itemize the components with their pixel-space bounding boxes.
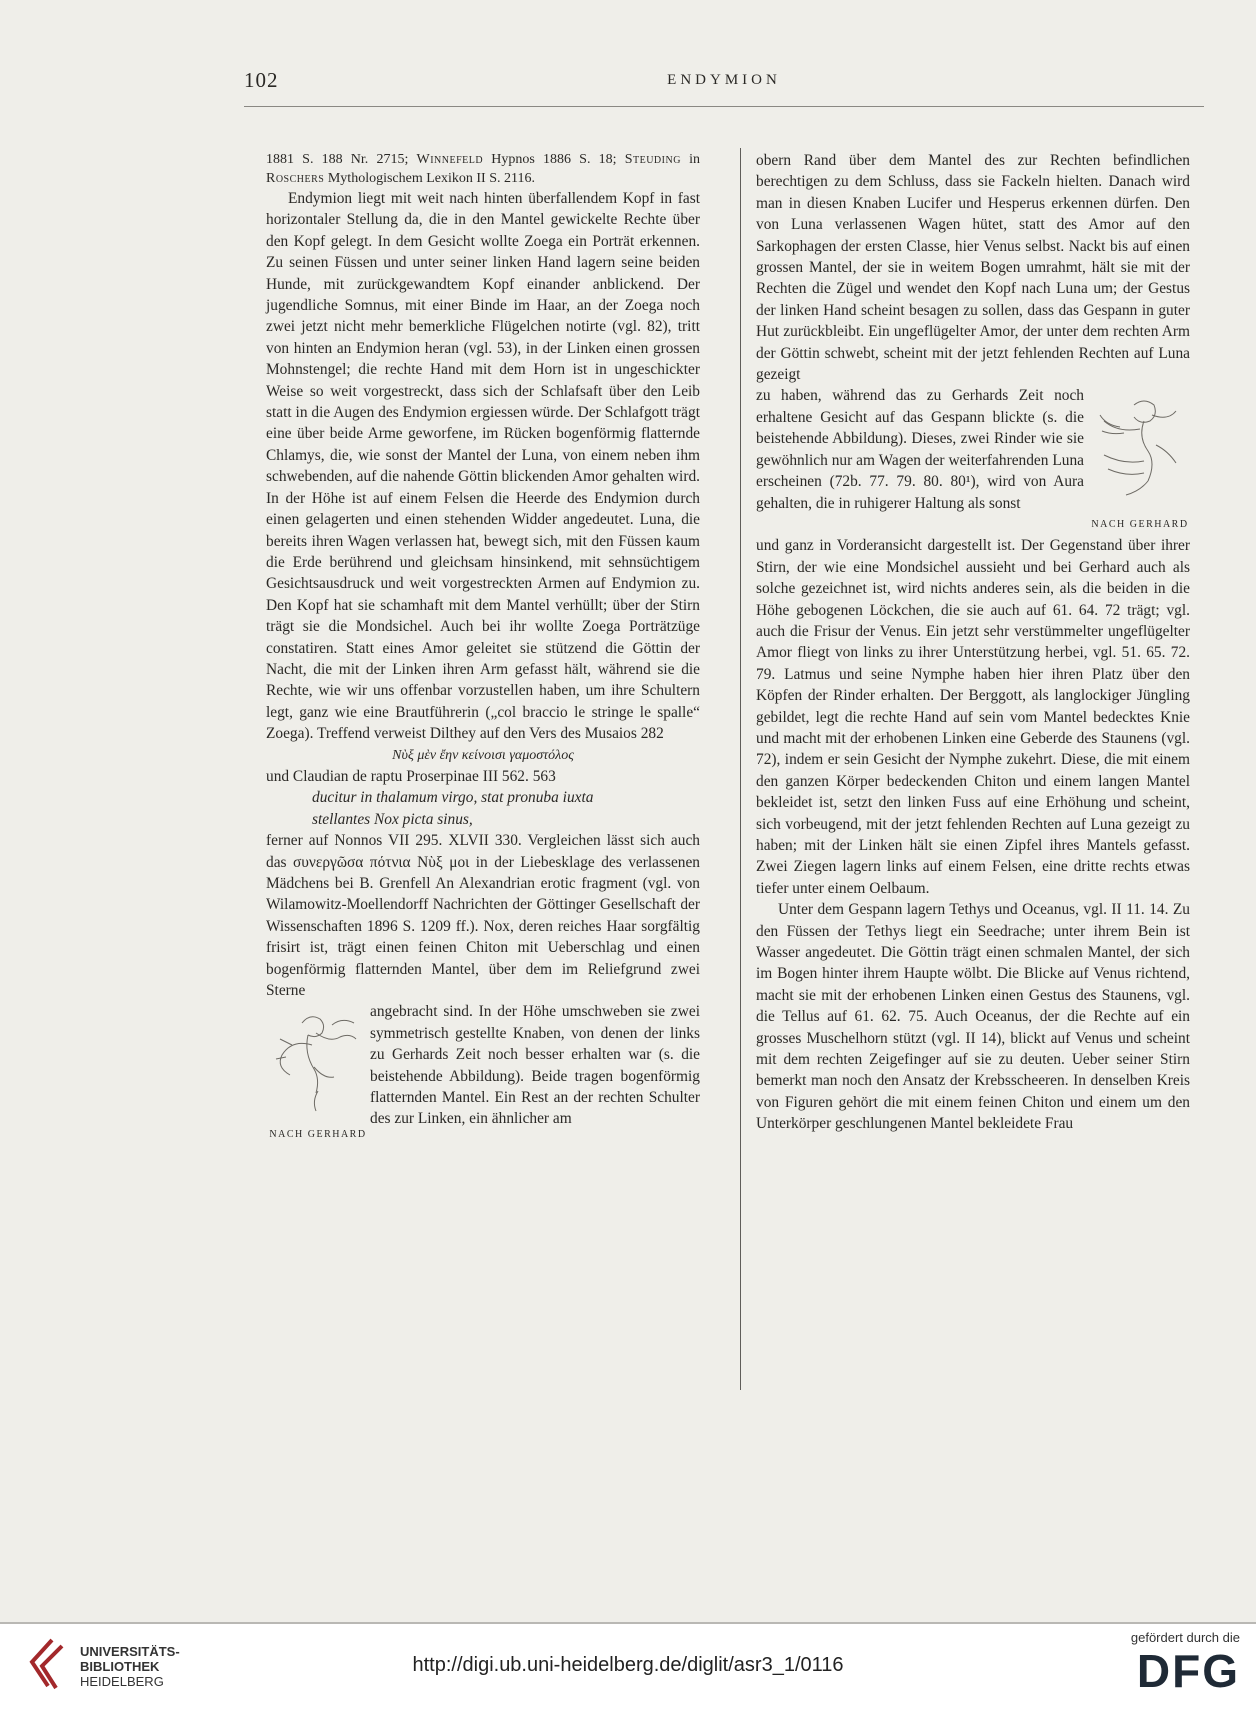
dfg-logo: DFG (1136, 1645, 1240, 1697)
right-figure (1084, 385, 1190, 535)
left-paragraph-1: Endymion liegt mit weit nach hinten überfallendem Kopf in fast horizontaler Stellung da, die in den Mantel gewickelte Rechte über den Kopf gelegt. In dem Gesicht wollte Zoega ein Porträt erkennen. Zu seinen Füssen und unter seiner linken Hand lagern seine beiden Hunde, mit zurückgewandtem Kopf einander anblickend. Der jugendliche Somnus, mit einer Binde im Haar, an der Zoega noch zwei jetzt nicht mehr bemerkliche Flügelchen notirte (vgl. 82), tritt von hinten an Endymion heran (vgl. 53), in der Linken einen grossen Mohnstengel; die rechte Hand mit dem Horn ist in ungeschickter Weise so weit vorgestreckt, dass sich der Schlafsaft über den Leib statt in die Augen des Endymion ergiessen würde. Der Schlafgott trägt eine über beide Arme geworfene, im Rücken bogenförmig flatternde Chlamys, die, wie sonst der Mantel der Luna, von einem neben ihm schwebenden, auf die nahende Göttin blickenden Amor gehalten wird. In der Höhe ist auf einem Felsen die Heerde des Endymion durch einen gelagerten und einen stehenden Widder angedeutet. Luna, die bereits ihren Wagen verlassen hat, bewegt sich, mit den Füssen kaum die Erde berührend und gleichsam hinsinkend, mit sehnsüchtigem Gesichtsausdruck und weit vorgestreckten Armen auf Endymion zu. Den Kopf hat sie schamhaft mit dem Mantel verhüllt; über der Stirn trägt sie die Mondsichel. Auch bei ihr wollte Zoega Porträtzüge constatiren. Statt eines Amor geleitet sie stützend die Göttin der Nacht, die mit der Linken ihren Arm gefasst hält, während sie die Rechte, wie wir uns offenbar vorzustellen haben, um ihre Schultern legt, ganz wie eine Brautführerin („col braccio le stringe le spalle“ Zoega). Treffend verweist Dilthey auf den Vers des Musaios 282 (266, 190, 700, 743)
sponsor-text: gefördert durch die (1130, 1630, 1240, 1645)
left-paragraph-2-tail: angebracht sind. In der Höhe umschweben sie zwei symmetrisch gestellte Knaben, von denen der links zu Gerhards Zeit noch besser erhalten war (s. die beistehende Abbildung). Beide tragen bogenförmig flatternden Mantel. Ein Rest an der rechten Schulter des zur Linken, ein ähnlicher am (370, 1003, 700, 1128)
right-paragraph-2: Unter dem Gespann lagern Tethys und Oceanus, vgl. II 11. 14. Zu den Füssen der Tethys liegt ein Seedrache; unter ihrem Bein ist Wasser angedeutet. Die Göttin trägt einen schmalen Mantel, der sich im Bogen hinter ihrem Haupte wölbt. Die Blicke auf Venus richtend, macht sie mit der erhobenen Linken einen Gestus des Staunens, vgl. die Tellus auf 61. 62. 75. Auch Oceanus, der die Rechte auf ein grosses Muschelhorn stützt (vgl. II 14), blickt auf Venus und scheint mit dem rechten Zeigefinger auf sie zu deuten. Ueber seiner Stirn bemerkt man noch den Ansatz der Krebsscheeren. In denselben Kreis von Figuren gehört die mit einem feinen Chiton und einem um den Unterkörper geschlungenen Mantel bekleidete Frau (756, 901, 1190, 1133)
right-column (756, 150, 1190, 1135)
right-paragraph-1: obern Rand über dem Mantel des zur Rechten befindlichen berechtigen zu dem Schluss, dass sie Fackeln hielten. Danach wird man in diesen Knaben Lucifer und Hesperus erkennen dürfen. Den von Luna verlassenen Wagen hütet, statt des Amor auf den Sarkophagen der ersten Classe, hier Venus selbst. Nackt bis auf einen grossen Mantel, der sie in weitem Bogen umrahmt, hält sie mit der Rechten die Zügel und wendet den Kopf nach Luna um; der Gestus der linken Hand scheint besagen zu sollen, dass das Gespann in guter Hut zurückbleibt. Ein ungeflügelter Amor, der unter dem rechten Arm der Göttin schwebt, scheint mit der jetzt fehlenden Rechten auf Luna gezeigt (756, 152, 1190, 384)
page-number: 102 (244, 68, 279, 92)
right-paragraph-1-tail: und ganz in Vorderansicht dargestellt ist. Der Gegenstand über ihrer Stirn, der wie eine Mondsichel aussieht und bei Gerhard auch als solche gezeichnet ist, wird nichts anderes sein, als die beiden in die Höhe gebogenen Löckchen, die sie auch auf 61. 64. 72 trägt; vgl. auch die Frisur der Venus. Ein jetzt sehr verstümmelter ungeflügelter Amor fliegt von links zu ihrer Unterstützung herbei, vgl. 51. 65. 72. 79. Latmus und seine Nymphe haben hier ihren Platz über den Köpfen der Rinder erhalten. Der Berggott, als langlockiger Jüngling gebildet, legt die rechte Hand auf sein vom Mantel bedecktes Knie und macht mit der erhobenen Linken eine Geberde des Staunens (vgl. 72), indem er sein Gesicht der Nymphe zukehrt. Diese, die mit einem den ganzen Körper bedeckenden Chiton und einem langen Mantel bekleidet ist, setzt den linken Fuss auf eine Erhöhung und scheint, sich vorbeugend, mit der jetzt fehlenden Rechten auf Luna gezeigt zu haben; mit der Linken hält sie einen Zipfel ihres Mantels gefasst. Zwei Ziegen lagern links auf einem Felsen, eine dritte rechts etwas tiefer unter einem Oelbaum. (756, 537, 1190, 897)
right-figure-caption: NACH GERHARD (1091, 518, 1189, 530)
running-title: ENDYMION (667, 72, 781, 88)
permalink-url[interactable]: http://digi.ub.uni-heidelberg.de/diglit/asr3_1/0116 (412, 1654, 844, 1676)
left-figure (266, 1001, 370, 1145)
sponsor-block[interactable] (1090, 1630, 1240, 1706)
latin-verse-1: ducitur in thalamum virgo, stat pronuba iuxta (312, 789, 594, 807)
library-name: UNIVERSITÄTS- BIBLIOTHEK HEIDELBERG (80, 1644, 180, 1689)
footer-bar (0, 1624, 1256, 1711)
figure-aura-sketch-icon (1094, 385, 1186, 505)
column-divider (740, 148, 741, 1390)
left-paragraph-2: ferner auf Nonnos VII 295. XLVII 330. Vergleichen lässt sich auch das συνεργῶσα πότνια Νὺξ μοι in der Liebesklage des verlassenen Mädchens bei B. Grenfell An Alexandrian erotic fragment (vgl. von Wilamowitz-Moellendorff Nachrichten der Göttinger Gesellschaft der Wissenschaften 1896 S. 1209 ff.). Nox, deren reiches Haar sorgfältig frisirt ist, trägt einen feinen Chiton mit Ueberschlag und einen bogenförmig flatternden Mantel, über dem im Reliefgrund zwei Sterne (266, 832, 700, 1000)
right-paragraph-1-wrap: zu haben, während das zu Gerhards Zeit noch erhaltene Gesicht auf das Gespann blickte (s. die beistehende Abbildung). Dieses, zwei Rinder wie sie gewöhnlich nur am Wagen der weiterfahrenden Luna erscheinen (72b. 77. 79. 80. 80¹), wird von Aura gehalten, die in ruhigerer Haltung als sonst (756, 387, 1084, 512)
left-column (266, 150, 700, 1145)
header-rule (244, 106, 1204, 107)
left-figure-caption: NACH GERHARD (269, 1128, 367, 1140)
claudian-citation: und Claudian de raptu Proserpinae III 562. 563 (266, 767, 556, 785)
right-figure-wrap (756, 385, 1190, 535)
greek-quote: Νὺξ μὲν ἔην κείνοισι γαμοστόλος (392, 747, 574, 763)
left-figure-wrap (266, 1001, 700, 1145)
footnote: 1881 S. 188 Nr. 2715; Winnefeld Hypnos 1886 S. 18; Steuding in Roschers Mythologischem Lexikon II S. 2116. (266, 152, 700, 186)
latin-verse-2: stellantes Nox picta sinus, (312, 810, 473, 828)
figure-boy-sketch-icon (272, 1005, 364, 1115)
